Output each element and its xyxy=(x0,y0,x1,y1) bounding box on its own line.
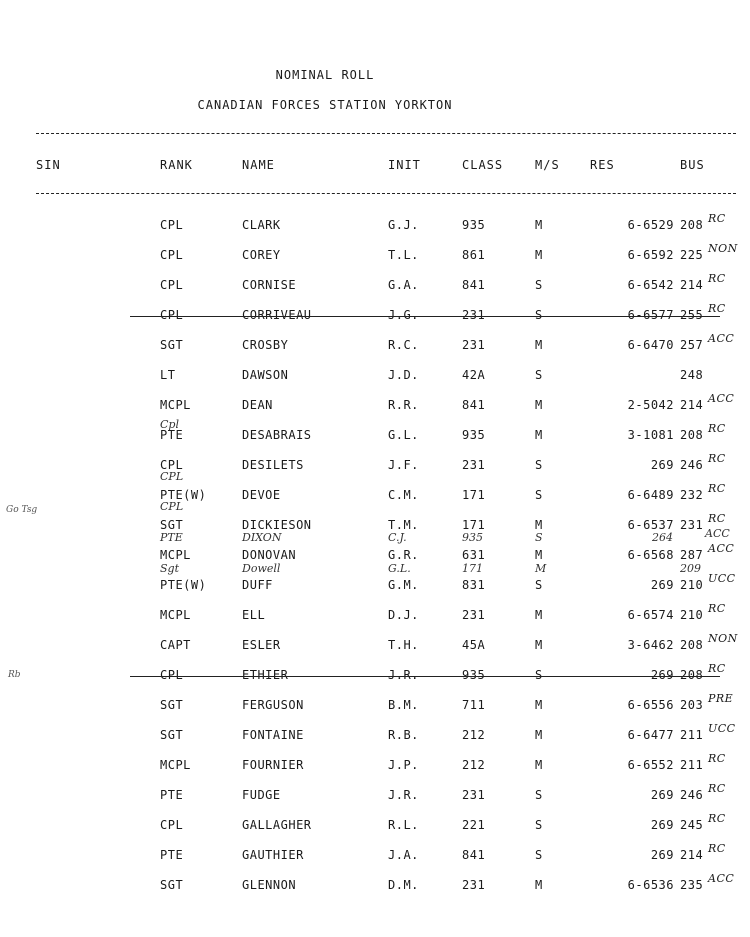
table-row xyxy=(0,512,750,538)
initials-cell: R.B. xyxy=(388,728,419,742)
name-cell: CLARK xyxy=(242,218,281,232)
handwritten-bus: ACC xyxy=(705,527,730,540)
handwritten-note: RC xyxy=(708,512,726,525)
residence-phone-cell: 6-6477 xyxy=(627,728,674,742)
handwritten-init: G.L. xyxy=(388,562,411,575)
header-rule-top xyxy=(36,133,736,134)
marital-status-cell: M xyxy=(535,218,543,232)
col-header-name: NAME xyxy=(242,158,275,172)
class-cell: 212 xyxy=(462,728,486,742)
handwritten-class: 935 xyxy=(462,531,483,544)
col-header-rank: RANK xyxy=(160,158,193,172)
initials-cell: G.A. xyxy=(388,278,419,292)
rank-cell: MCPL xyxy=(160,398,191,412)
rank-cell: CPL xyxy=(160,668,184,682)
initials-cell: R.R. xyxy=(388,398,419,412)
name-cell: CROSBY xyxy=(242,338,289,352)
table-row xyxy=(0,812,750,838)
business-phone-cell: 246 xyxy=(680,788,704,802)
handwritten-ms: M xyxy=(535,562,547,575)
initials-cell: T.M. xyxy=(388,518,419,532)
business-phone-cell: 246 xyxy=(680,458,704,472)
initials-cell: G.J. xyxy=(388,218,419,232)
class-cell: 45A xyxy=(462,638,486,652)
class-cell: 171 xyxy=(462,488,486,502)
initials-cell: D.M. xyxy=(388,878,419,892)
margin-note: Go Tsg xyxy=(6,505,38,515)
name-cell: FOURNIER xyxy=(242,758,304,772)
business-phone-cell: 208 xyxy=(680,428,704,442)
marital-status-cell: M xyxy=(535,428,543,442)
handwritten-note: RC xyxy=(708,452,726,465)
name-cell: FONTAINE xyxy=(242,728,304,742)
name-cell: CORRIVEAU xyxy=(242,308,312,322)
class-cell: 212 xyxy=(462,758,486,772)
name-cell: GALLAGHER xyxy=(242,818,312,832)
handwritten-bus: 209 xyxy=(680,562,701,575)
handwritten-note: NON xyxy=(708,242,738,255)
marital-status-cell: S xyxy=(535,668,543,682)
handwritten-ms: S xyxy=(535,531,543,544)
business-phone-cell: 210 xyxy=(680,578,704,592)
business-phone-cell: 203 xyxy=(680,698,704,712)
table-row xyxy=(0,722,750,748)
initials-cell: T.L. xyxy=(388,248,419,262)
rank-cell: CPL xyxy=(160,278,184,292)
handwritten-rank-correction: CPL xyxy=(160,500,184,513)
handwritten-rank: PTE xyxy=(160,531,183,544)
marital-status-cell: S xyxy=(535,278,543,292)
initials-cell: J.A. xyxy=(388,848,419,862)
table-row xyxy=(0,662,750,688)
marital-status-cell: M xyxy=(535,638,543,652)
initials-cell: J.R. xyxy=(388,668,419,682)
class-cell: 841 xyxy=(462,848,486,862)
residence-phone-cell: 269 xyxy=(650,788,674,802)
rank-cell: SGT xyxy=(160,878,184,892)
residence-phone-cell: 3-1081 xyxy=(627,428,674,442)
class-cell: 631 xyxy=(462,548,486,562)
initials-cell: G.L. xyxy=(388,428,419,442)
rank-cell: CPL xyxy=(160,818,184,832)
marital-status-cell: S xyxy=(535,368,543,382)
header-rule-bottom xyxy=(36,193,736,194)
name-cell: ESLER xyxy=(242,638,281,652)
residence-phone-cell: 6-6489 xyxy=(627,488,674,502)
handwritten-note: RC xyxy=(708,482,726,495)
business-phone-cell: 287 xyxy=(680,548,704,562)
handwritten-note: RC xyxy=(708,302,726,315)
marital-status-cell: S xyxy=(535,308,543,322)
handwritten-note: RC xyxy=(708,752,726,765)
class-cell: 231 xyxy=(462,308,486,322)
name-cell: DICKIESON xyxy=(242,518,312,532)
marital-status-cell: M xyxy=(535,758,543,772)
initials-cell: J.G. xyxy=(388,308,419,322)
class-cell: 841 xyxy=(462,398,486,412)
class-cell: 42A xyxy=(462,368,486,382)
handwritten-name: Dowell xyxy=(242,562,281,575)
residence-phone-cell: 2-5042 xyxy=(627,398,674,412)
class-cell: 231 xyxy=(462,788,486,802)
handwritten-note: RC xyxy=(708,782,726,795)
rank-cell: PTE xyxy=(160,788,184,802)
class-cell: 171 xyxy=(462,518,486,532)
name-cell: CORNISE xyxy=(242,278,297,292)
business-phone-cell: 214 xyxy=(680,278,704,292)
name-cell: GAUTHIER xyxy=(242,848,304,862)
residence-phone-cell: 269 xyxy=(650,458,674,472)
name-cell: ELL xyxy=(242,608,266,622)
name-cell: DESILETS xyxy=(242,458,304,472)
name-cell: DONOVAN xyxy=(242,548,297,562)
business-phone-cell: 225 xyxy=(680,248,704,262)
table-row xyxy=(0,542,750,568)
marital-status-cell: S xyxy=(535,488,543,502)
class-cell: 231 xyxy=(462,878,486,892)
rank-cell: CPL xyxy=(160,308,184,322)
business-phone-cell: 208 xyxy=(680,638,704,652)
rank-cell: CPL xyxy=(160,248,184,262)
residence-phone-cell: 6-6470 xyxy=(627,338,674,352)
initials-cell: D.J. xyxy=(388,608,419,622)
residence-phone-cell: 269 xyxy=(650,818,674,832)
initials-cell: R.C. xyxy=(388,338,419,352)
handwritten-note: ACC xyxy=(708,332,735,345)
name-cell: FERGUSON xyxy=(242,698,304,712)
strikethrough-line xyxy=(130,676,720,677)
residence-phone-cell: 269 xyxy=(650,668,674,682)
table-row xyxy=(0,782,750,808)
business-phone-cell: 208 xyxy=(680,668,704,682)
marital-status-cell: S xyxy=(535,458,543,472)
table-row xyxy=(0,752,750,778)
name-cell: DEVOE xyxy=(242,488,281,502)
business-phone-cell: 208 xyxy=(680,218,704,232)
class-cell: 935 xyxy=(462,668,486,682)
rank-cell: PTE(W) xyxy=(160,578,207,592)
business-phone-cell: 211 xyxy=(680,758,704,772)
rank-cell: PTE(W) xyxy=(160,488,207,502)
handwritten-note: NON xyxy=(708,632,738,645)
table-row xyxy=(0,602,750,628)
initials-cell: G.M. xyxy=(388,578,419,592)
residence-phone-cell: 6-6577 xyxy=(627,308,674,322)
rank-cell: SGT xyxy=(160,698,184,712)
initials-cell: B.M. xyxy=(388,698,419,712)
initials-cell: J.F. xyxy=(388,458,419,472)
table-row xyxy=(0,368,750,388)
business-phone-cell: 214 xyxy=(680,848,704,862)
residence-phone-cell: 6-6529 xyxy=(627,218,674,232)
table-row xyxy=(0,302,750,328)
name-cell: COREY xyxy=(242,248,281,262)
name-cell: DAWSON xyxy=(242,368,289,382)
marital-status-cell: M xyxy=(535,608,543,622)
name-cell: DUFF xyxy=(242,578,273,592)
business-phone-cell: 257 xyxy=(680,338,704,352)
table-row xyxy=(0,392,750,418)
marital-status-cell: S xyxy=(535,818,543,832)
rank-cell: CPL xyxy=(160,218,184,232)
residence-phone-cell: 269 xyxy=(650,848,674,862)
col-header-sin: SIN xyxy=(36,158,61,172)
name-cell: DEAN xyxy=(242,398,273,412)
residence-phone-cell: 6-6574 xyxy=(627,608,674,622)
handwritten-rank-correction: Cpl xyxy=(160,418,179,431)
handwritten-note: RC xyxy=(708,212,726,225)
business-phone-cell: 255 xyxy=(680,308,704,322)
table-row xyxy=(0,872,750,898)
handwritten-note: UCC xyxy=(708,572,736,585)
class-cell: 231 xyxy=(462,458,486,472)
business-phone-cell: 214 xyxy=(680,398,704,412)
residence-phone-cell: 3-6462 xyxy=(627,638,674,652)
handwritten-res: 264 xyxy=(652,531,673,544)
rank-cell: MCPL xyxy=(160,548,191,562)
table-row xyxy=(0,332,750,358)
residence-phone-cell: 6-6536 xyxy=(627,878,674,892)
class-cell: 831 xyxy=(462,578,486,592)
marital-status-cell: M xyxy=(535,518,543,532)
table-row xyxy=(0,212,750,238)
residence-phone-cell: 6-6552 xyxy=(627,758,674,772)
business-phone-cell: 211 xyxy=(680,728,704,742)
residence-phone-cell: 6-6568 xyxy=(627,548,674,562)
handwritten-rank: Sgt xyxy=(160,562,179,575)
initials-cell: T.H. xyxy=(388,638,419,652)
class-cell: 935 xyxy=(462,428,486,442)
rank-cell: LT xyxy=(160,368,176,382)
table-row xyxy=(0,272,750,298)
initials-cell: R.L. xyxy=(388,818,419,832)
initials-cell: G.R. xyxy=(388,548,419,562)
margin-note: Rb xyxy=(8,670,21,680)
marital-status-cell: M xyxy=(535,548,543,562)
rank-cell: SGT xyxy=(160,338,184,352)
handwritten-name: DIXON xyxy=(242,531,282,544)
handwritten-class: 171 xyxy=(462,562,483,575)
handwritten-init: C.J. xyxy=(388,531,407,544)
class-cell: 231 xyxy=(462,338,486,352)
class-cell: 935 xyxy=(462,218,486,232)
marital-status-cell: M xyxy=(535,248,543,262)
residence-phone-cell: 6-6556 xyxy=(627,698,674,712)
handwritten-note: RC xyxy=(708,662,726,675)
handwritten-note: ACC xyxy=(708,872,735,885)
handwritten-note: RC xyxy=(708,422,726,435)
rank-cell: CAPT xyxy=(160,638,191,652)
marital-status-cell: S xyxy=(535,578,543,592)
marital-status-cell: M xyxy=(535,878,543,892)
table-row xyxy=(0,572,750,598)
table-row xyxy=(0,482,750,508)
handwritten-note: PRE xyxy=(708,692,734,705)
rank-cell: MCPL xyxy=(160,608,191,622)
col-header-bus: BUS xyxy=(680,158,705,172)
col-header-res: RES xyxy=(590,158,615,172)
business-phone-cell: 231 xyxy=(680,518,704,532)
class-cell: 861 xyxy=(462,248,486,262)
name-cell: DESABRAIS xyxy=(242,428,312,442)
name-cell: FUDGE xyxy=(242,788,281,802)
initials-cell: J.R. xyxy=(388,788,419,802)
table-row xyxy=(0,632,750,658)
strikethrough-line xyxy=(130,316,720,317)
table-row xyxy=(0,692,750,718)
residence-phone-cell: 6-6542 xyxy=(627,278,674,292)
rank-cell: CPL xyxy=(160,458,184,472)
class-cell: 221 xyxy=(462,818,486,832)
table-row xyxy=(0,452,750,478)
marital-status-cell: M xyxy=(535,338,543,352)
col-header-ms: M/S xyxy=(535,158,560,172)
class-cell: 841 xyxy=(462,278,486,292)
handwritten-note: ACC xyxy=(708,542,735,555)
business-phone-cell: 232 xyxy=(680,488,704,502)
document-title: NOMINAL ROLL xyxy=(275,68,375,82)
rank-cell: PTE xyxy=(160,428,184,442)
residence-phone-cell: 6-6592 xyxy=(627,248,674,262)
initials-cell: J.D. xyxy=(388,368,419,382)
class-cell: 711 xyxy=(462,698,486,712)
business-phone-cell: 210 xyxy=(680,608,704,622)
rank-cell: MCPL xyxy=(160,758,191,772)
business-phone-cell: 235 xyxy=(680,878,704,892)
handwritten-note: RC xyxy=(708,602,726,615)
class-cell: 231 xyxy=(462,608,486,622)
handwritten-note: RC xyxy=(708,842,726,855)
handwritten-note: RC xyxy=(708,272,726,285)
residence-phone-cell: 269 xyxy=(650,578,674,592)
document-subtitle: CANADIAN FORCES STATION YORKTON xyxy=(197,98,453,112)
rank-cell: PTE xyxy=(160,848,184,862)
business-phone-cell: 245 xyxy=(680,818,704,832)
table-row xyxy=(0,842,750,868)
name-cell: GLENNON xyxy=(242,878,297,892)
rank-cell: SGT xyxy=(160,518,184,532)
rank-cell: SGT xyxy=(160,728,184,742)
business-phone-cell: 248 xyxy=(680,368,704,382)
handwritten-rank-correction: CPL xyxy=(160,470,184,483)
residence-phone-cell: 6-6537 xyxy=(627,518,674,532)
table-row xyxy=(0,242,750,268)
initials-cell: C.M. xyxy=(388,488,419,502)
marital-status-cell: M xyxy=(535,698,543,712)
marital-status-cell: S xyxy=(535,848,543,862)
handwritten-note: RC xyxy=(708,812,726,825)
handwritten-note: ACC xyxy=(708,392,735,405)
col-header-init: INIT xyxy=(388,158,421,172)
marital-status-cell: S xyxy=(535,788,543,802)
col-header-class: CLASS xyxy=(462,158,504,172)
handwritten-note: UCC xyxy=(708,722,736,735)
initials-cell: J.P. xyxy=(388,758,419,772)
marital-status-cell: M xyxy=(535,728,543,742)
name-cell: ETHIER xyxy=(242,668,289,682)
marital-status-cell: M xyxy=(535,398,543,412)
